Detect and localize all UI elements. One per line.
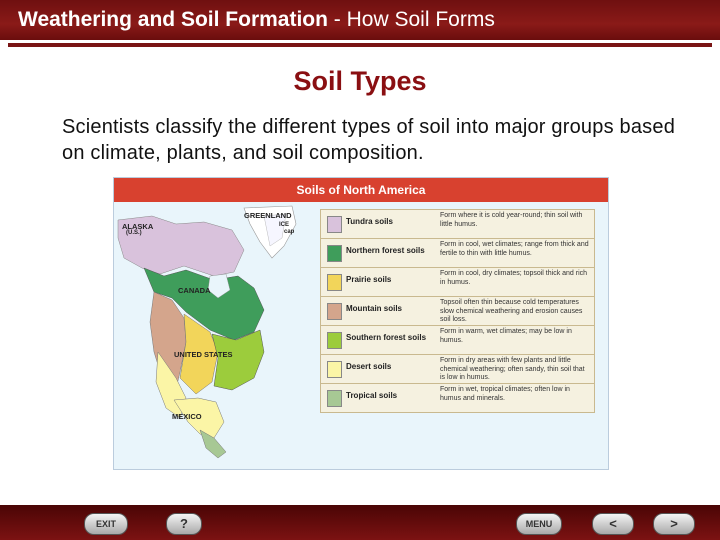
legend-soil-name: Desert soils — [346, 362, 392, 371]
legend-soil-name: Northern forest soils — [346, 246, 425, 255]
map-label-alaska: ALASKA — [122, 222, 154, 231]
map-label-greenland: GREENLAND — [244, 211, 292, 220]
legend-row — [321, 210, 594, 239]
figure-title: Soils of North America — [114, 178, 608, 202]
map-label-cap: cap — [284, 229, 295, 235]
map-label-alaska-sub: (U.S.) — [126, 230, 142, 236]
legend-soil-description: Topsoil often thin because cold temperatures slow chemical weathering and erosion causes soil loss. — [440, 299, 583, 323]
legend-row — [321, 384, 594, 413]
soil-legend — [320, 209, 595, 413]
legend-swatch — [327, 361, 342, 378]
legend-row — [321, 326, 594, 355]
menu-button[interactable]: MENU — [516, 513, 562, 535]
legend-row — [321, 355, 594, 384]
legend-swatch — [327, 274, 342, 291]
slide-header — [0, 0, 720, 40]
legend-soil-description: Form in warm, wet climates; may be low in humus. — [440, 328, 572, 344]
map-label-canada: CANADA — [178, 286, 211, 295]
map-label-mexico: MEXICO — [172, 412, 202, 421]
slide-body-text: Scientists classify the different types of soil into major groups based on climate, plants, and soil composition. — [62, 116, 676, 164]
legend-swatch — [327, 216, 342, 233]
legend-soil-description: Form where it is cold year-round; thin soil with little humus. — [440, 212, 583, 228]
legend-swatch — [327, 303, 342, 320]
header-title-rest: - How Soil Forms — [327, 8, 495, 31]
legend-row — [321, 239, 594, 268]
legend-row — [321, 297, 594, 326]
header-divider — [8, 43, 712, 47]
legend-soil-description: Form in wet, tropical climates; often low in humus and minerals. — [440, 386, 570, 402]
north-america-soil-map — [114, 202, 324, 470]
help-button[interactable]: ? — [166, 513, 202, 535]
previous-button[interactable]: < — [592, 513, 634, 535]
exit-button[interactable]: EXIT — [84, 513, 128, 535]
legend-soil-name: Tropical soils — [346, 391, 398, 400]
next-button[interactable]: > — [653, 513, 695, 535]
legend-soil-name: Mountain soils — [346, 304, 402, 313]
legend-soil-name: Tundra soils — [346, 217, 393, 226]
navigation-bar — [0, 505, 720, 540]
legend-soil-description: Form in dry areas with few plants and little chemical weathering; often sandy, thin soil that is low in humus. — [440, 357, 585, 381]
legend-soil-name: Southern forest soils — [346, 333, 427, 342]
map-label-ice: ICE — [279, 222, 290, 228]
legend-swatch — [327, 390, 342, 407]
header-title-bold: Weathering and Soil Formation — [18, 8, 328, 31]
legend-soil-description: Form in cool, dry climates; topsoil thick and rich in humus. — [440, 270, 588, 286]
legend-soil-name: Prairie soils — [346, 275, 392, 284]
map-label-united-states: UNITED STATES — [174, 350, 233, 359]
soils-map-figure — [113, 177, 609, 470]
legend-row — [321, 268, 594, 297]
legend-swatch — [327, 245, 342, 262]
legend-swatch — [327, 332, 342, 349]
legend-soil-description: Form in cool, wet climates; range from thick and fertile to thin with little humus. — [440, 241, 589, 257]
slide-title: Soil Types — [293, 66, 427, 96]
